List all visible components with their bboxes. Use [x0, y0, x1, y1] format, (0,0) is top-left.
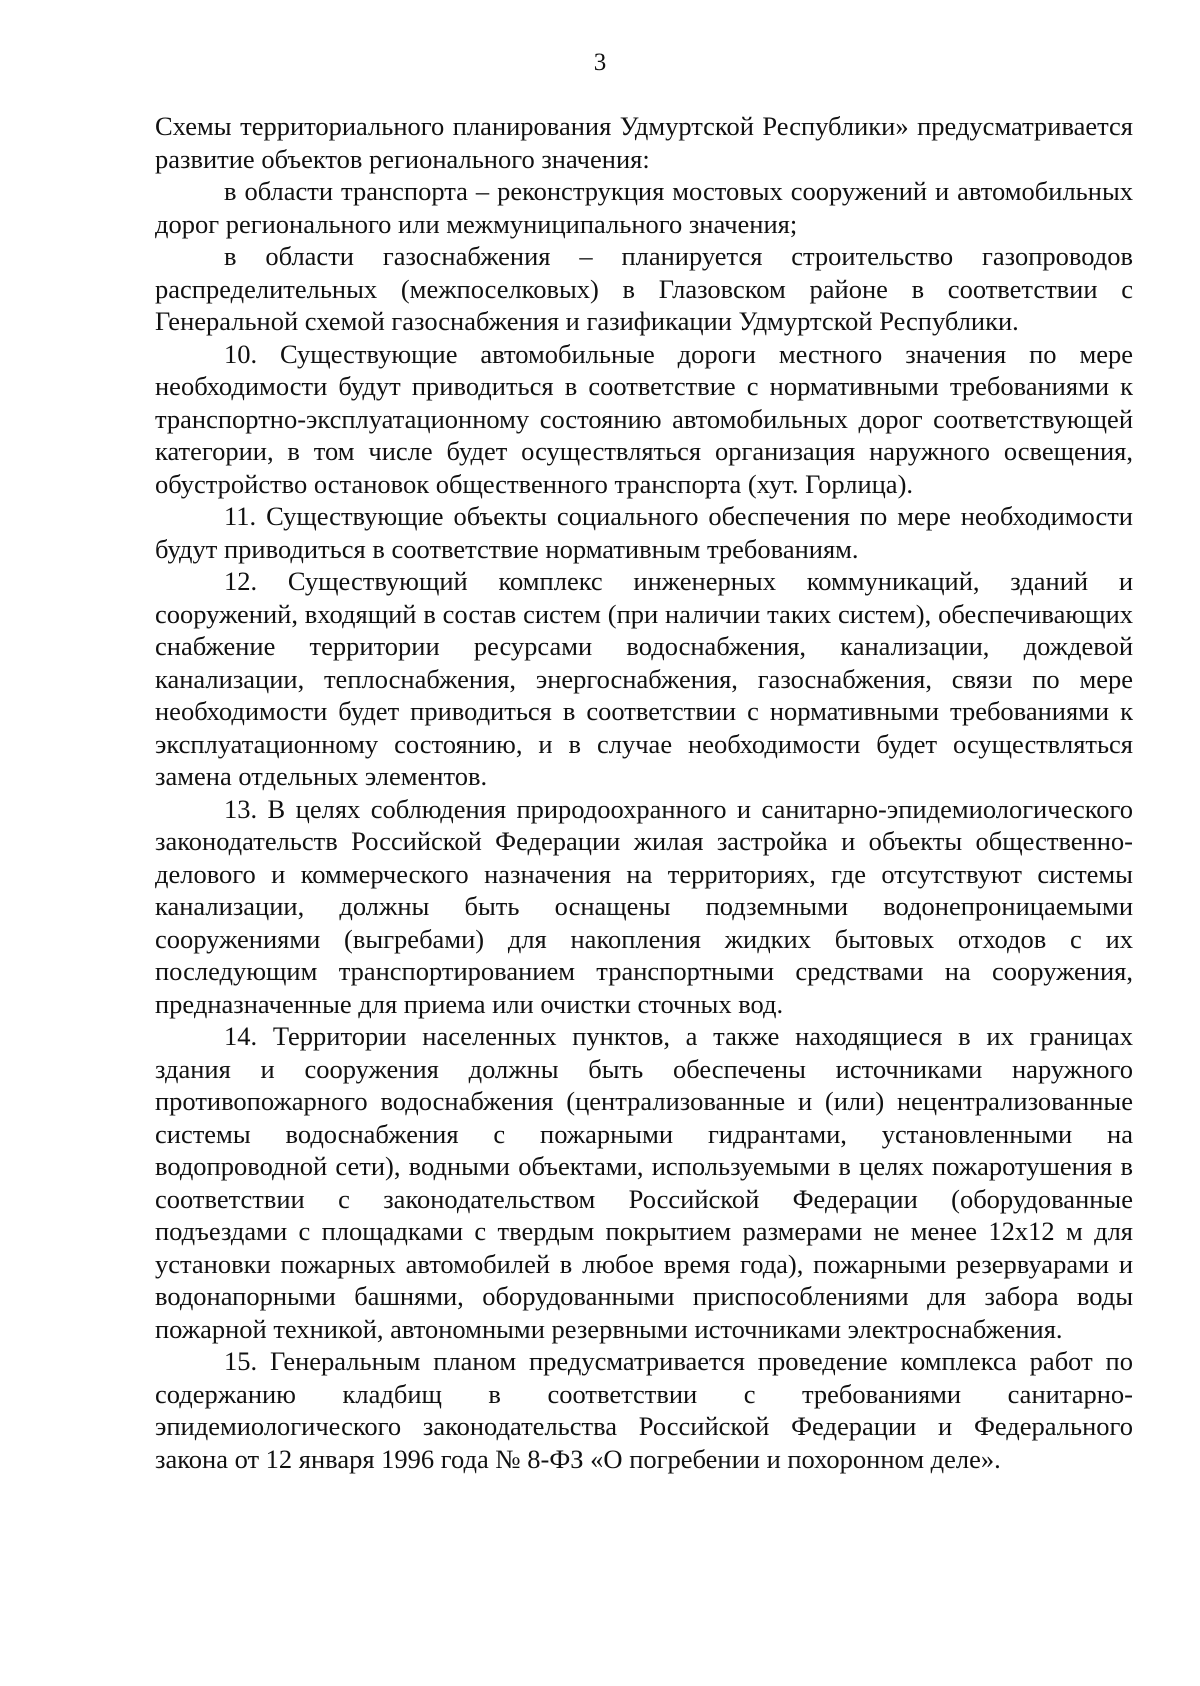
paragraph: 11. Существующие объекты социального обеспечения по мере необходимости будут приводиться в соответствие нормативным требованиям. [155, 501, 1133, 564]
page-number: 3 [593, 49, 607, 76]
paragraph: в области газоснабжения – планируется строительство газопроводов распределительных (межпоселковых) в Глазовском районе в соответствии с Генеральной схемой газоснабжения и газификации Удмуртской Республики. [155, 241, 1133, 336]
paragraph: 12. Существующий комплекс инженерных коммуникаций, зданий и сооружений, входящий в состав систем (при наличии таких систем), обеспечивающих снабжение территории ресурсами водоснабжения, канализации, дождевой канализации, теплоснабжения, энергоснабжения, газоснабжения, связи по мере необходимости будет приводиться в соответствии с нормативными требованиями к эксплуатационному состоянию, и в случае необходимости будет осуществляться замена отдельных элементов. [155, 566, 1133, 791]
document-body [155, 110, 1133, 1475]
paragraph: в области транспорта – реконструкция мостовых сооружений и автомобильных дорог регионального или межмуниципального значения; [155, 176, 1133, 239]
paragraph: 13. В целях соблюдения природоохранного и санитарно-эпидемиологического законодательств Российской Федерации жилая застройка и объекты общественно-делового и коммерческого назначения на территориях, где отсутствуют системы канализации, должны быть оснащены подземными водонепроницаемыми сооружениями (выгребами) для накопления жидких бытовых отходов с их последующим транспортированием транспортными средствами на сооружения, предназначенные для приема или очистки сточных вод. [155, 793, 1133, 1019]
paragraph: 14. Территории населенных пунктов, а также находящиеся в их границах здания и сооружения должны быть обеспечены источниками наружного противопожарного водоснабжения (централизованные и (или) нецентрализованные системы водоснабжения с пожарными гидрантами, установленными на водопроводной сети), водными объектами, используемыми в целях пожаротушения в соответствии с законодательством Российской Федерации (оборудованные подъездами с площадками с твердым покрытием размерами не менее 12х12 м для установки пожарных автомобилей в любое время года), пожарными резервуарами и водонапорными башнями, оборудованными приспособлениями для забора воды пожарной техникой, автономными резервными источниками электроснабжения. [155, 1021, 1133, 1344]
paragraph: 10. Существующие автомобильные дороги местного значения по мере необходимости будут приводиться в соответствие с нормативными требованиями к транспортно-эксплуатационному состоянию автомобильных дорог соответствующей категории, в том числе будет осуществляться организация наружного освещения, обустройство остановок общественного транспорта (хут. Горлица). [155, 338, 1133, 499]
paragraph: Схемы территориального планирования Удмуртской Республики» предусматривается развитие объектов регионального значения: [155, 111, 1133, 174]
paragraph: 15. Генеральным планом предусматривается проведение комплекса работ по содержанию кладбищ в соответствии с требованиями санитарно-эпидемиологического законодательства Российской Федерации и Федерального закона от 12 января 1996 года № 8-ФЗ «О погребении и похоронном деле». [155, 1346, 1133, 1474]
